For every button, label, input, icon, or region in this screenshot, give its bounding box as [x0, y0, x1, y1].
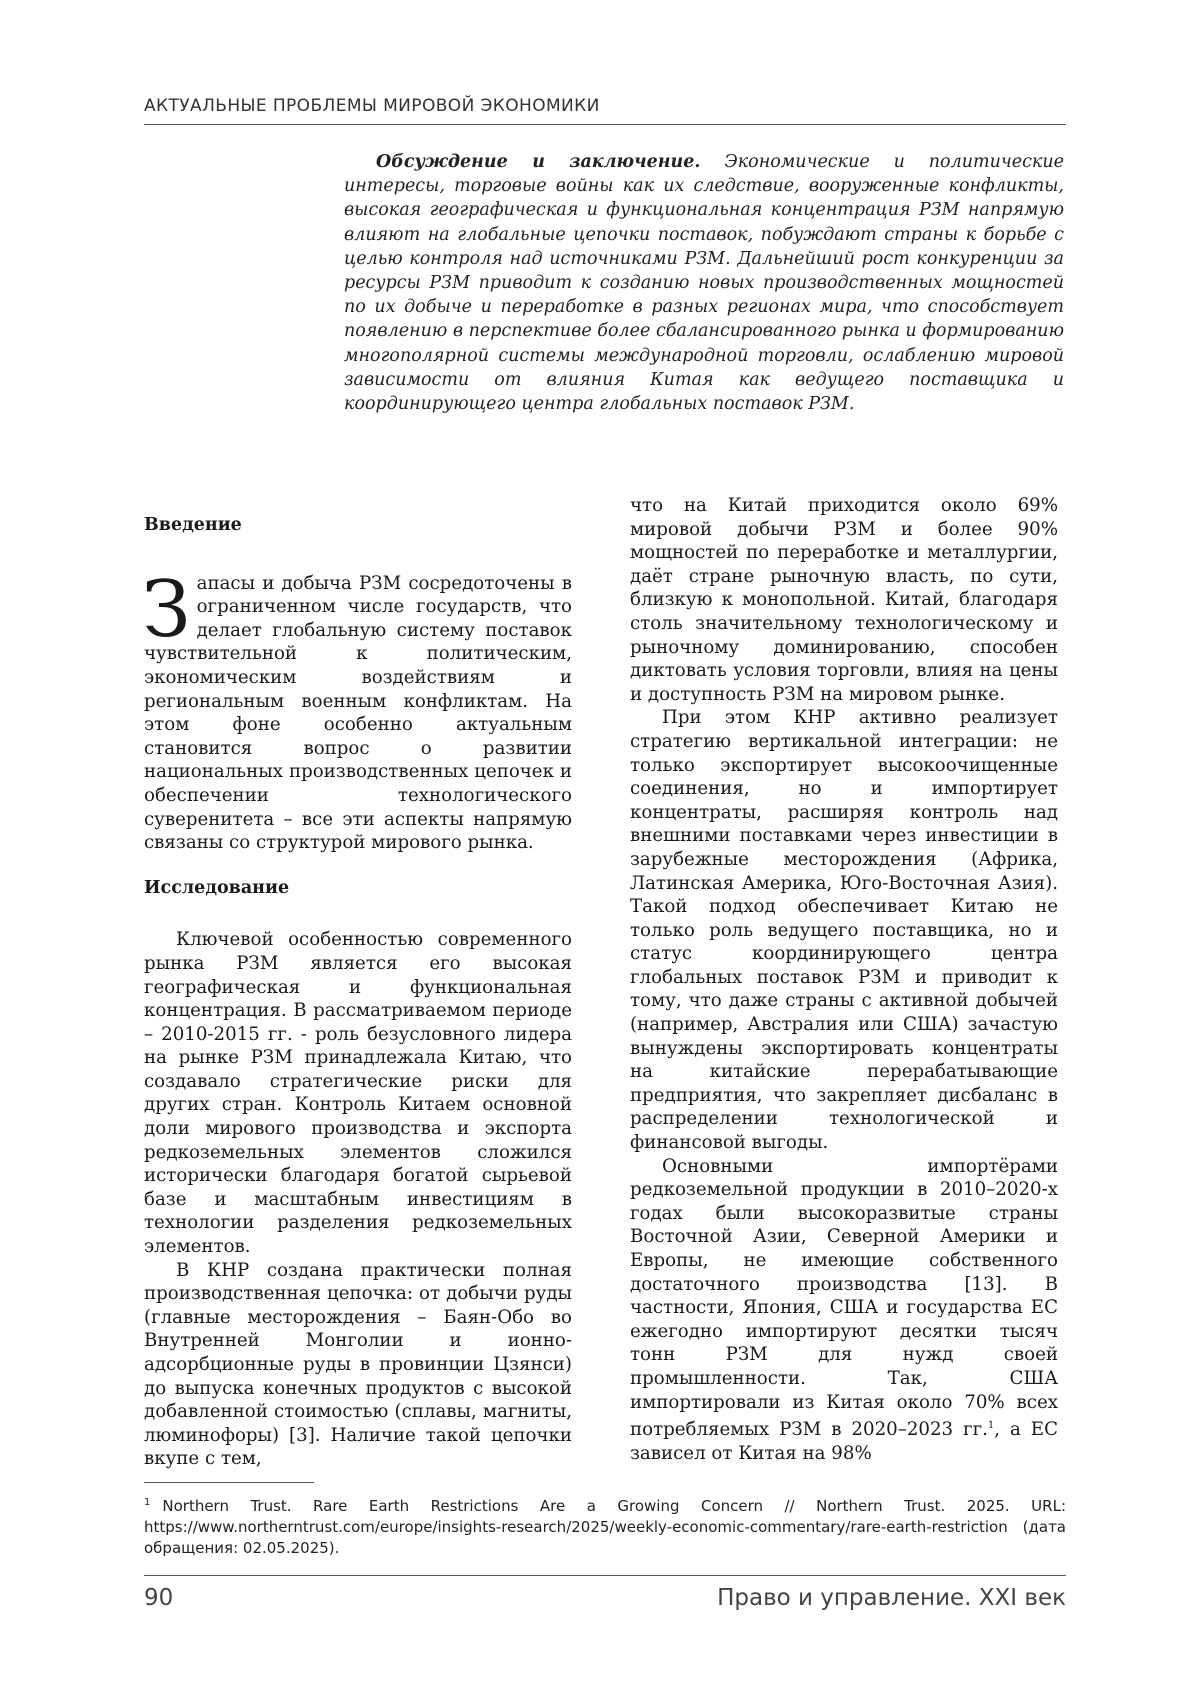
- header-rule: [144, 124, 1066, 125]
- left-column: [144, 514, 572, 1471]
- footnote: [144, 1492, 1066, 1559]
- intro-paragraph: [142, 564, 572, 855]
- abstract: [344, 150, 1064, 416]
- abstract-text: Экономические и политические интересы, торговые войны как их следствие, вооруженные конфликты, высокая географическая и функциональная концентрация РЗМ напрямую влияют на глобальные цепочки поставок, побуждают страны к борьбе с целью контроля над источниками РЗМ. Дальнейший рост конкуренции за ресурсы РЗМ приводит к созданию новых производственных мощностей по их добыче и переработке в разных регионах мира, что способствует появлению в перспективе более сбалансированного рынка и формированию многополярной системы международной торговли, ослаблению мировой зависимости от влияния Китая как ведущего поставщика и координирующего центра глобальных поставок РЗМ.: [344, 152, 1064, 415]
- paragraph-text: , а ЕС зависел от Китая на 98%: [630, 1419, 1058, 1464]
- footnote-text: Northern Trust. Rare Earth Restrictions Are a Growing Concern // Northern Trust. 2025. URL: https://www.northerntrust.com/europe/insights-research/2025/weekly-economic-commentary/rare-earth-restriction (дата обращения: 02.05.2025).: [144, 1497, 1066, 1557]
- page-number: 90: [144, 1585, 174, 1611]
- body-paragraph: Ключевой особенностью современного рынка РЗМ является его высокая географическая и функциональная концентрация. В рассматриваемом периоде – 2010-2015 гг. - роль безусловного лидера на рынке РЗМ принадлежала Китаю, что создавало стратегические риски для других стран. Контроль Китаем основной доли мирового производства и экспорта редкоземельных элементов сложился исторически благодаря богатой сырьевой базе и масштабным инвестициям в технологии разделения редкоземельных элементов.: [144, 929, 572, 1258]
- running-head: АКТУАЛЬНЫЕ ПРОБЛЕМЫ МИРОВОЙ ЭКОНОМИКИ: [144, 96, 600, 116]
- section-heading-introduction: Введение: [144, 515, 242, 535]
- journal-name: Право и управление. XXI век: [717, 1585, 1066, 1611]
- footnote-mark: 1: [144, 1497, 151, 1508]
- footer-rule: [144, 1575, 1066, 1576]
- footnote-reference[interactable]: 1: [987, 1420, 995, 1432]
- body-paragraph: [630, 1155, 1058, 1466]
- section-heading-research: Исследование: [144, 877, 290, 898]
- intro-paragraph-text: апасы и добыча РЗМ сосредоточены в ограниченном числе государств, что делает глобальную систему поставок чувствительной к политическим, экономическим воздействиям и региональным военным конфликтам. На этом фоне особенно актуальным становится вопрос о развитии национальных производственных цепочек и обеспечении технологического суверенитета – все эти аспекты напрямую связаны со структурой мирового рынка.: [144, 572, 572, 854]
- body-paragraph: При этом КНР активно реализует стратегию вертикальной интеграции: не только экспортирует высокоочищенные соединения, но и импортирует концентраты, расширяя контроль над внешними поставками через инвестиции в зарубежные месторождения (Африка, Латинская Америка, Юго-Восточная Азия). Такой подход обеспечивает Китаю не только роль ведущего поставщика, но и статус координирующего центра глобальных поставок РЗМ и приводит к тому, что даже страны с активной добычей (например, Австралия или США) зачастую вынуждены экспортировать концентраты на китайские перерабатывающие предприятия, что закрепляет дисбаланс в распределении технологической и финансовой выгоды.: [630, 707, 1058, 1154]
- right-column: [630, 494, 1058, 1465]
- body-paragraph: В КНР создана практически полная производственная цепочка: от добычи руды (главные месторождения – Баян-Обо во Внутренней Монголии и ионно-адсорбционные руды в провинции Цзянси) до выпуска конечных продуктов с высокой добавленной стоимостью (сплавы, магниты, люминофоры) [3]. Наличие такой цепочки вкупе с тем,: [144, 1259, 572, 1470]
- body-paragraph-continued: что на Китай приходится около 69% мировой добычи РЗМ и более 90% мощностей по переработке и металлургии, даёт стране рыночную власть, по сути, близкую к монопольной. Китай, благодаря столь значительному технологическому и рыночному доминированию, способен диктовать условия торговли, влияя на цены и доступность РЗМ на мировом рынке.: [630, 495, 1058, 705]
- paragraph-text: Основными импортёрами редкоземельной продукции в 2010–2020-х годах были высокоразвитые страны Восточной Азии, Северной Америки и Европы, не имеющие собственного достаточного производства [13]. В частности, Япония, США и государства ЕС ежегодно импортируют десятки тысяч тонн РЗМ для нужд своей промышленности. Так, США импортировали из Китая около 70% всех потребляемых РЗМ в 2020–2023 гг.: [630, 1155, 1058, 1441]
- footnote-rule: [144, 1482, 314, 1483]
- drop-cap: З: [142, 564, 191, 655]
- abstract-lead: Обсуждение и заключение.: [376, 152, 701, 172]
